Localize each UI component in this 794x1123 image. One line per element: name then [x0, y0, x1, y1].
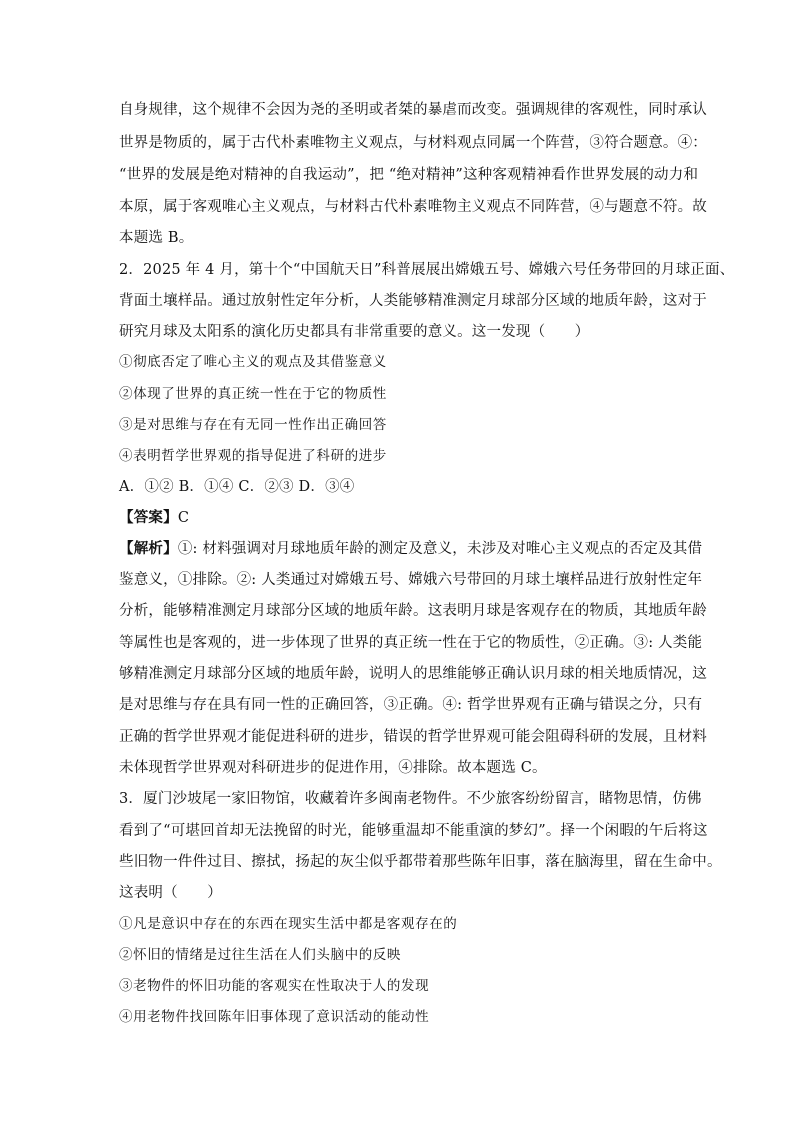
q3-stem-line-2: 看到了“可堪回首却无法挽留的时光，能够重温却不能重演的梦幻”。择一个闲暇的午后将这 — [119, 823, 708, 839]
q2-analysis-line-1 — [119, 539, 702, 559]
answer-label: 【答案】 — [119, 509, 178, 526]
prev-explanation-line-5: 本题选 B。 — [119, 230, 194, 246]
q3-option-1: ①凡是意识中存在的东西在现实生活中都是客观存在的 — [119, 916, 458, 932]
q2-analysis-line-8: 未体现哲学世界观对科研进步的促进作用，④排除。故本题选 C。 — [119, 760, 547, 776]
prev-explanation-line-2: 世界是物质的，属于古代朴素唯物主义观点，与材料观点同属一个阵营，③符合题意。④： — [119, 135, 707, 151]
q2-stem-line-2: 背面土壤样品。通过放射性定年分析，人类能够精准测定月球部分区域的地质年龄，这对于 — [119, 293, 707, 309]
prev-explanation-line-1: 自身规律，这个规律不会因为尧的圣明或者桀的暴虐而改变。强调规律的客观性，同时承认 — [119, 102, 707, 118]
q3-stem-line-3: 些旧物一件件过目、擦拭，扬起的灰尘似乎都带着那些陈年旧事，落在脑海里，留在生命中。 — [119, 854, 722, 870]
answer-value: C — [177, 510, 190, 526]
q2-choices: A．①② B．①④ C．②③ D．③④ — [119, 479, 355, 495]
q2-option-2: ②体现了世界的真正统一性在于它的物质性 — [119, 386, 387, 402]
q3-stem-line-1: 3．厦门沙坡尾一家旧物馆，收藏着许多闽南老物件。不少旅客纷纷留言，睹物思情，仿佛 — [119, 791, 702, 807]
q2-answer — [119, 508, 189, 528]
q2-option-1: ①彻底否定了唯心主义的观点及其借鉴意义 — [119, 354, 387, 370]
q2-analysis-line-7: 正确的哲学世界观才能促进科研的进步，错误的哲学世界观可能会阻碍科研的发展，且材料 — [119, 729, 707, 745]
q2-option-4: ④表明哲学世界观的指导促进了科研的进步 — [119, 448, 387, 464]
prev-explanation-line-4: 本原，属于客观唯心主义观点，与材料古代朴素唯物主义观点不同阵营，④与题意不符。故 — [119, 199, 707, 215]
q2-stem-line-3: 研究月球及太阳系的演化历史都具有非常重要的意义。这一发现（ ） — [119, 324, 590, 340]
q2-analysis-line-6: 是对思维与存在具有同一性的正确回答，③正确。④: 哲学世界观有正确与错误之分，只有 — [119, 697, 703, 713]
q3-stem-line-4: 这表明（ ） — [119, 885, 222, 901]
q2-analysis-line-2: 鉴意义，①排除。②: 人类通过对嫦娥五号、嫦娥六号带回的月球土壤样品进行放射性定年 — [119, 572, 703, 588]
q2-analysis-line-3: 分析，能够精准测定月球部分区域的地质年龄。这表明月球是客观存在的物质，其地质年龄 — [119, 603, 707, 619]
q2-analysis-line-4: 等属性也是客观的，进一步体现了世界的真正统一性在于它的物质性，②正确。③: 人类能 — [119, 635, 703, 651]
q3-option-3: ③老物件的怀旧功能的客观实在性取决于人的发现 — [119, 978, 430, 994]
q3-option-2: ②怀旧的情绪是过往生活在人们头脑中的反映 — [119, 947, 401, 963]
analysis-text-1: ①: 材料强调对月球地质年龄的测定及意义，未涉及对唯心主义观点的否定及其借 — [177, 541, 703, 557]
q2-option-3: ③是对思维与存在有无同一性作出正确回答 — [119, 417, 387, 433]
prev-explanation-line-3: “世界的发展是绝对精神的自我运动”，把 “绝对精神”这种客观精神看作世界发展的动力和 — [119, 167, 699, 183]
q2-analysis-line-5: 够精准测定月球部分区域的地质年龄，说明人的思维能够正确认识月球的相关地质情况，这 — [119, 666, 707, 682]
q2-stem-line-1: 2．2025 年 4 月，第十个“中国航天日”科普展展出嫦娥五号、嫦娥六号任务带回的月球正面、 — [119, 262, 735, 278]
analysis-label: 【解析】 — [119, 540, 178, 557]
q3-option-4: ④用老物件找回陈年旧事体现了意识活动的能动性 — [119, 1009, 430, 1025]
